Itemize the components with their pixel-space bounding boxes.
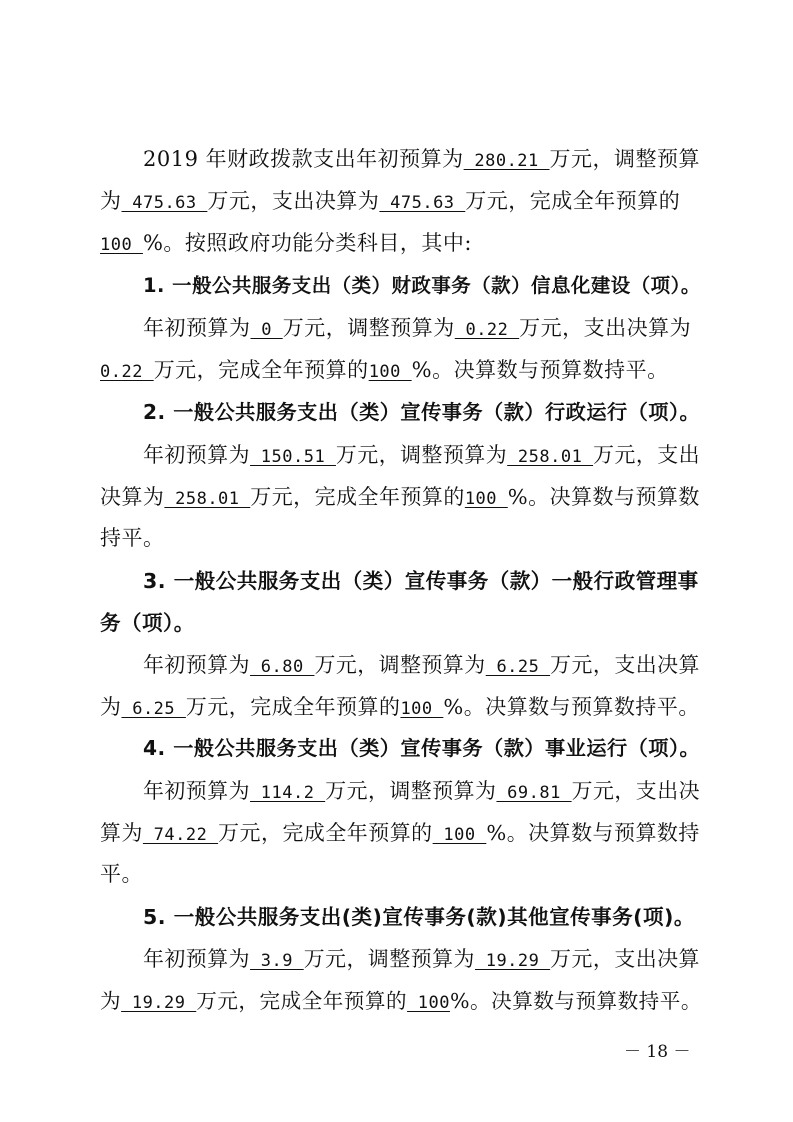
adjusted-budget-value: 69.81 bbox=[496, 783, 572, 803]
completion-rate-value: 100 bbox=[400, 699, 444, 719]
adjusted-budget-value: 6.25 bbox=[485, 657, 551, 677]
item-text: 万元，支出 bbox=[593, 443, 701, 467]
item-3-heading-cont: 务（项）。 bbox=[100, 611, 195, 635]
item-text: 年初预算为 bbox=[143, 779, 251, 803]
final-account-value: 258.01 bbox=[164, 489, 251, 509]
item-text: 万元，支出决算为 bbox=[519, 316, 692, 340]
item-text: 万元，支出决 bbox=[571, 779, 701, 803]
intro-text: %。按照政府功能分类科目，其中: bbox=[142, 231, 472, 255]
item-text: 算为 bbox=[100, 821, 143, 845]
completion-rate-value: 100 bbox=[368, 362, 412, 382]
initial-budget-value: 280.21 bbox=[463, 151, 550, 171]
adjusted-budget-value: 258.01 bbox=[507, 447, 594, 467]
item-text: %。决算数与预算数 bbox=[507, 485, 700, 509]
item-text: %。决算数与预算数持 bbox=[486, 821, 700, 845]
intro-text: 万元，调整预算 bbox=[549, 147, 701, 171]
item-5-heading: 5. 一般公共服务支出(类)宣传事务(款)其他宣传事务(项)。 bbox=[143, 905, 695, 929]
item-text: 万元，调整预算为 bbox=[335, 443, 508, 467]
item-text: 万元，调整预算为 bbox=[282, 316, 455, 340]
adjusted-budget-value: 475.63 bbox=[121, 193, 208, 213]
final-account-value: 475.63 bbox=[379, 193, 466, 213]
item-text: 万元，完成全年预算的 bbox=[185, 695, 401, 719]
completion-rate-value: 100 bbox=[432, 825, 487, 845]
initial-budget-value: 3.9 bbox=[250, 951, 304, 971]
adjusted-budget-value: 19.29 bbox=[474, 951, 551, 971]
initial-budget-value: 150.51 bbox=[250, 447, 336, 467]
item-text: 万元，完成全年预算的 bbox=[153, 358, 369, 382]
item-3-heading: 3. 一般公共服务支出（类）宣传事务（款）一般行政管理事 bbox=[143, 569, 699, 593]
item-3-line-2 bbox=[100, 690, 700, 720]
intro-text: 万元，完成全年预算的 bbox=[465, 189, 681, 213]
intro-text: 2019 年财政拨款支出年初预算为 bbox=[143, 147, 464, 171]
intro-line-3 bbox=[100, 227, 472, 257]
item-text: 年初预算为 bbox=[143, 443, 251, 467]
item-text: 持平。 bbox=[100, 526, 165, 550]
item-text: 万元，完成全年预算的 bbox=[250, 485, 465, 509]
page-number: － 18 － bbox=[624, 1042, 691, 1062]
intro-text: 万元，支出决算为 bbox=[207, 189, 380, 213]
item-4-line-3 bbox=[100, 858, 143, 888]
item-text: 万元，完成全年预算的 bbox=[196, 989, 408, 1013]
item-1-line-2 bbox=[100, 354, 669, 384]
item-text: 年初预算为 bbox=[143, 653, 251, 677]
item-4-line-1 bbox=[143, 774, 700, 804]
item-1-heading: 1. 一般公共服务支出（类）财政事务（款）信息化建设（项）。 bbox=[143, 274, 701, 297]
item-5-line-2 bbox=[100, 984, 702, 1014]
intro-line-1 bbox=[143, 143, 700, 173]
intro-text: 为 bbox=[100, 189, 122, 213]
item-1-line-1 bbox=[143, 312, 691, 342]
item-text: 为 bbox=[100, 989, 122, 1013]
item-text: %。决算数与预算数持平。 bbox=[450, 989, 702, 1013]
item-text: 万元，调整预算为 bbox=[303, 947, 475, 971]
item-text: 万元，支出决算 bbox=[550, 653, 700, 677]
item-text: %。决算数与预算数持平。 bbox=[443, 695, 700, 719]
initial-budget-value: 0 bbox=[250, 320, 283, 340]
initial-budget-value: 114.2 bbox=[250, 783, 326, 803]
item-text: 万元，调整预算为 bbox=[325, 779, 497, 803]
adjusted-budget-value: 0.22 bbox=[454, 320, 520, 340]
completion-rate-value: 100 bbox=[407, 993, 450, 1013]
item-text: %。决算数与预算数持平。 bbox=[411, 358, 669, 382]
item-4-line-2 bbox=[100, 816, 700, 846]
final-account-value: 6.25 bbox=[121, 699, 186, 719]
item-text: 平。 bbox=[100, 862, 143, 886]
item-2-line-3 bbox=[100, 522, 165, 552]
initial-budget-value: 6.80 bbox=[250, 657, 315, 677]
item-text: 万元，完成全年预算的 bbox=[218, 821, 433, 845]
final-account-value: 19.29 bbox=[121, 993, 197, 1013]
item-2-line-1 bbox=[143, 438, 700, 468]
intro-line-2 bbox=[100, 185, 680, 215]
completion-rate-value: 100 bbox=[464, 489, 508, 509]
item-text: 为 bbox=[100, 695, 122, 719]
item-4-heading: 4. 一般公共服务支出（类）宣传事务（款）事业运行（项）。 bbox=[143, 736, 701, 760]
final-account-value: 0.22 bbox=[100, 362, 154, 382]
item-3-line-1 bbox=[143, 648, 700, 678]
item-text: 年初预算为 bbox=[143, 316, 251, 340]
item-text: 年初预算为 bbox=[143, 947, 251, 971]
item-text: 决算为 bbox=[100, 485, 165, 509]
item-text: 万元，支出决算 bbox=[550, 947, 700, 971]
item-2-heading: 2. 一般公共服务支出（类）宣传事务（款）行政运行（项）。 bbox=[143, 400, 701, 424]
item-2-line-2 bbox=[100, 480, 700, 510]
item-text: 万元，调整预算为 bbox=[314, 653, 486, 677]
completion-rate-value: 100 bbox=[100, 235, 143, 255]
item-5-line-1 bbox=[143, 942, 700, 972]
final-account-value: 74.22 bbox=[142, 825, 219, 845]
